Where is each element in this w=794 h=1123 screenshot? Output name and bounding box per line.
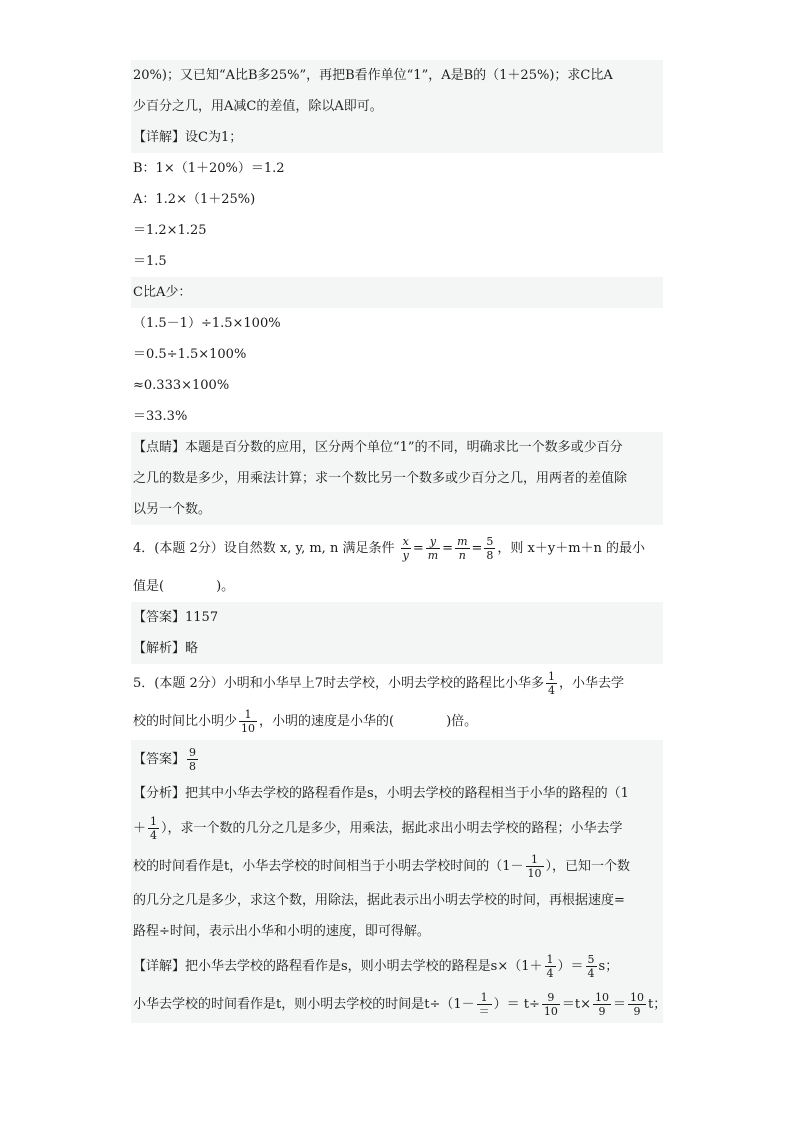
text: 之几的数是多少，用乘法计算；求一个数比另一个数多或少百分之几，用两者的差值除 <box>133 471 628 486</box>
text: 【点睛】本题是百分数的应用，区分两个单位“1”的不同，明确求比一个数多或少百分 <box>133 440 623 455</box>
analysis-line: ＋ $\frac{1}{4}$ ），求一个数的几分之几是多少，用乘法，据此求出小明去学校的路程；小华去学 <box>131 809 663 847</box>
comment-line <box>131 432 663 463</box>
detail-line: 【详解】把小华去学校的路程看作是s，则小明去学校的路程是s×（1＋ $\frac{1}{4}$ ）＝ $\frac{5}{4}$ s； <box>131 947 663 985</box>
calc-line <box>131 184 663 215</box>
text: ＝1.5 <box>133 254 167 269</box>
calc-line <box>131 339 663 370</box>
calc-line <box>131 370 663 401</box>
text: B：1×（1＋20%）＝1.2 <box>133 161 285 176</box>
calc-line <box>131 215 663 246</box>
text: ＝0.5÷1.5×100% <box>133 347 247 362</box>
text: 少百分之几，用A减C的差值，除以A即可。 <box>133 99 383 114</box>
question-5-line2: 校的时间比小明少 $\frac{1}{10}$ ，小明的速度是小华的( )倍。 <box>133 708 478 735</box>
question-4-line1: 4．(本题 2分）设自然数 x, y, m, n 满足条件 $\frac{x}{y}$ = $\frac{y}{m}$ = $\frac{m}{n}$ = $\frac{5}{8}$ ，则 x＋y＋m＋n 的最小 <box>133 535 646 562</box>
text: ＝1.2×1.25 <box>133 223 207 238</box>
fraction: $\frac{1}{=}$ <box>478 991 490 1018</box>
calc-line <box>131 308 663 339</box>
analysis-line: 【分析】把其中小华去学校的路程看作是s，小明去学校的路程相当于小华的路程的（1 <box>131 778 663 809</box>
answer-line: 【答案】 $\frac{9}{8}$ <box>131 740 663 778</box>
question-4-line2: 值是( )。 <box>133 579 235 594</box>
analysis-line: 路程÷时间，表示出小华和小明的速度，即可得解。 <box>131 916 663 947</box>
fraction: $\frac{1}{4}$ <box>150 815 158 842</box>
fraction: $\frac{9}{10}$ <box>543 991 558 1018</box>
fraction: $\frac{9}{8}$ <box>189 746 197 773</box>
text-line <box>131 60 663 91</box>
analysis-line: 的几分之几是多少，求这个数，用除法，据此表示出小明去学校的时间，再根据速度= <box>131 885 663 916</box>
calc-line <box>131 401 663 432</box>
text: 20%)；又已知“A比B多25%”，再把B看作单位“1”，A是B的（1＋25%)；求C比A <box>133 68 613 83</box>
fraction: $\frac{5}{8}$ <box>486 535 494 562</box>
text: ＝33.3% <box>133 409 188 424</box>
fraction: $\frac{1}{4}$ <box>546 953 554 980</box>
fraction: $\frac{1}{10}$ <box>527 853 542 880</box>
detail-heading <box>131 122 663 153</box>
fraction: $\frac{x}{y}$ <box>402 535 409 562</box>
text: 以另一个数。 <box>133 502 212 517</box>
text: C比A少： <box>133 285 192 300</box>
fraction: $\frac{10}{9}$ <box>595 991 609 1018</box>
text: 【详解】设C为1； <box>133 130 243 145</box>
calc-line <box>131 277 663 308</box>
comment-line <box>131 463 663 494</box>
document-page <box>131 60 667 1023</box>
fraction: $\frac{1}{10}$ <box>241 708 256 735</box>
fraction: $\frac{1}{4}$ <box>548 670 556 697</box>
text: （1.5－1）÷1.5×100% <box>133 316 281 331</box>
comment-line <box>131 494 663 525</box>
calc-line <box>131 246 663 277</box>
text: A：1.2×（1＋25%) <box>133 192 256 207</box>
analysis-line: 【解析】略 <box>131 633 663 664</box>
fraction: $\frac{10}{9}$ <box>630 991 645 1018</box>
text-line <box>131 91 663 122</box>
text: ≈0.333×100% <box>133 378 230 393</box>
fraction: $\frac{5}{4}$ <box>587 953 595 980</box>
calc-line <box>131 153 663 184</box>
question-5-line1: 5．(本题 2分）小明和小华早上7时去学校，小明去学校的路程比小华多 $\frac{1}{4}$ ，小华去学 <box>133 670 625 697</box>
fraction: $\frac{y}{m}$ <box>427 535 439 562</box>
analysis-line: 校的时间看作是t，小华去学校的时间相当于小明去学校时间的（1－ $\frac{1}{10}$ ），已知一个数 <box>131 847 663 885</box>
answer-line: 【答案】1157 <box>131 602 663 633</box>
detail-line: 小华去学校的时间看作是t，则小明去学校的时间是t÷（1－ $\frac{1}{=}$ ）＝ t÷ $\frac{9}{10}$ ＝t× $\frac{10}{9}$ ＝ $\frac{10}{9}$ t； <box>131 985 663 1023</box>
fraction: $\frac{m}{n}$ <box>457 535 468 562</box>
